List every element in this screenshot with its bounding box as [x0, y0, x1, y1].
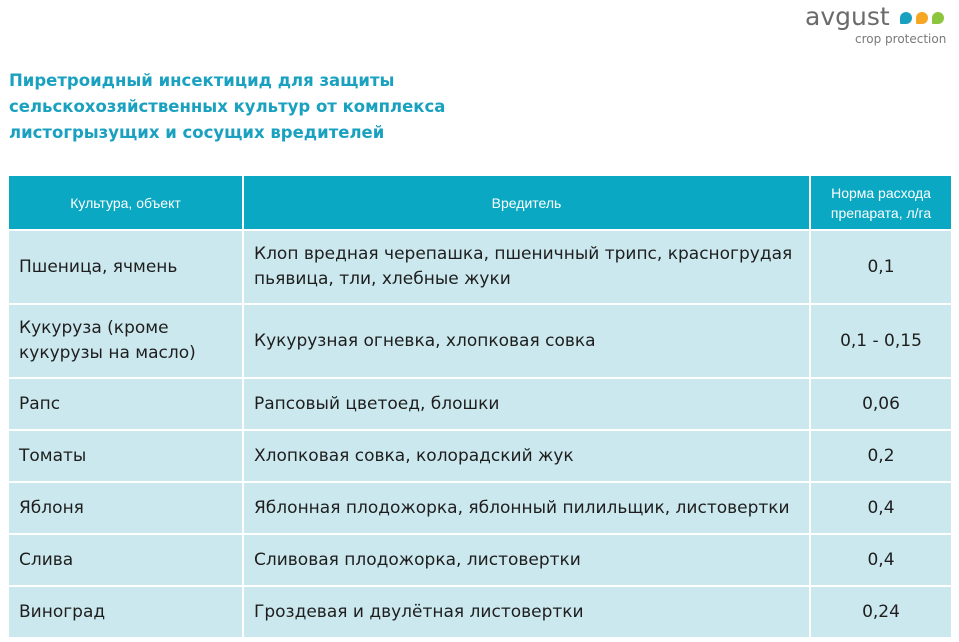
dosage-table	[7, 174, 953, 639]
table-row	[8, 586, 952, 638]
table-row	[8, 482, 952, 534]
title-line: Пиретроидный инсектицид для защиты	[9, 71, 395, 90]
rate-cell: 0,4	[810, 534, 952, 586]
title-line: листогрызущих и сосущих вредителей	[9, 123, 385, 142]
brand-logo	[805, 2, 955, 46]
pest-cell: Гроздевая и двулётная листовертки	[243, 586, 810, 638]
page-title	[9, 68, 449, 146]
crop-cell: Кукуруза (кроме кукурузы на масло)	[8, 304, 243, 378]
table-row	[8, 378, 952, 430]
crop-cell: Слива	[8, 534, 243, 586]
brand-dot-blue	[900, 12, 912, 24]
crop-cell: Томаты	[8, 430, 243, 482]
brand-dot-orange	[916, 12, 928, 24]
brand-dot-green	[932, 12, 944, 24]
table-row	[8, 230, 952, 304]
crop-cell: Виноград	[8, 586, 243, 638]
rate-cell: 0,24	[810, 586, 952, 638]
table-row	[8, 304, 952, 378]
header-pest: Вредитель	[243, 175, 810, 230]
pest-cell: Сливовая плодожорка, листовертки	[243, 534, 810, 586]
title-line: сельскохозяйственных культур от комплекса	[9, 97, 446, 116]
rate-cell: 0,06	[810, 378, 952, 430]
rate-cell: 0,1	[810, 230, 952, 304]
rate-cell: 0,2	[810, 430, 952, 482]
brand-name: avgust	[805, 2, 890, 31]
pest-cell: Хлопковая совка, колорадский жук	[243, 430, 810, 482]
header-crop: Культура, объект	[8, 175, 243, 230]
rate-cell: 0,4	[810, 482, 952, 534]
brand-tagline: crop protection	[855, 32, 947, 46]
brand-dots-icon	[900, 12, 944, 24]
rate-cell: 0,1 - 0,15	[810, 304, 952, 378]
pest-cell: Клоп вредная черепашка, пшеничный трипс, красногрудая пьявица, тли, хлебные жуки	[243, 230, 810, 304]
header-rate: Норма расхода препарата, л/га	[810, 175, 952, 230]
pest-cell: Кукурузная огневка, хлопковая совка	[243, 304, 810, 378]
pest-cell: Яблонная плодожорка, яблонный пилильщик, листовертки	[243, 482, 810, 534]
table-row	[8, 430, 952, 482]
crop-cell: Пшеница, ячмень	[8, 230, 243, 304]
crop-cell: Яблоня	[8, 482, 243, 534]
table-row	[8, 534, 952, 586]
table-header-row	[8, 175, 952, 230]
pest-cell: Рапсовый цветоед, блошки	[243, 378, 810, 430]
crop-cell: Рапс	[8, 378, 243, 430]
